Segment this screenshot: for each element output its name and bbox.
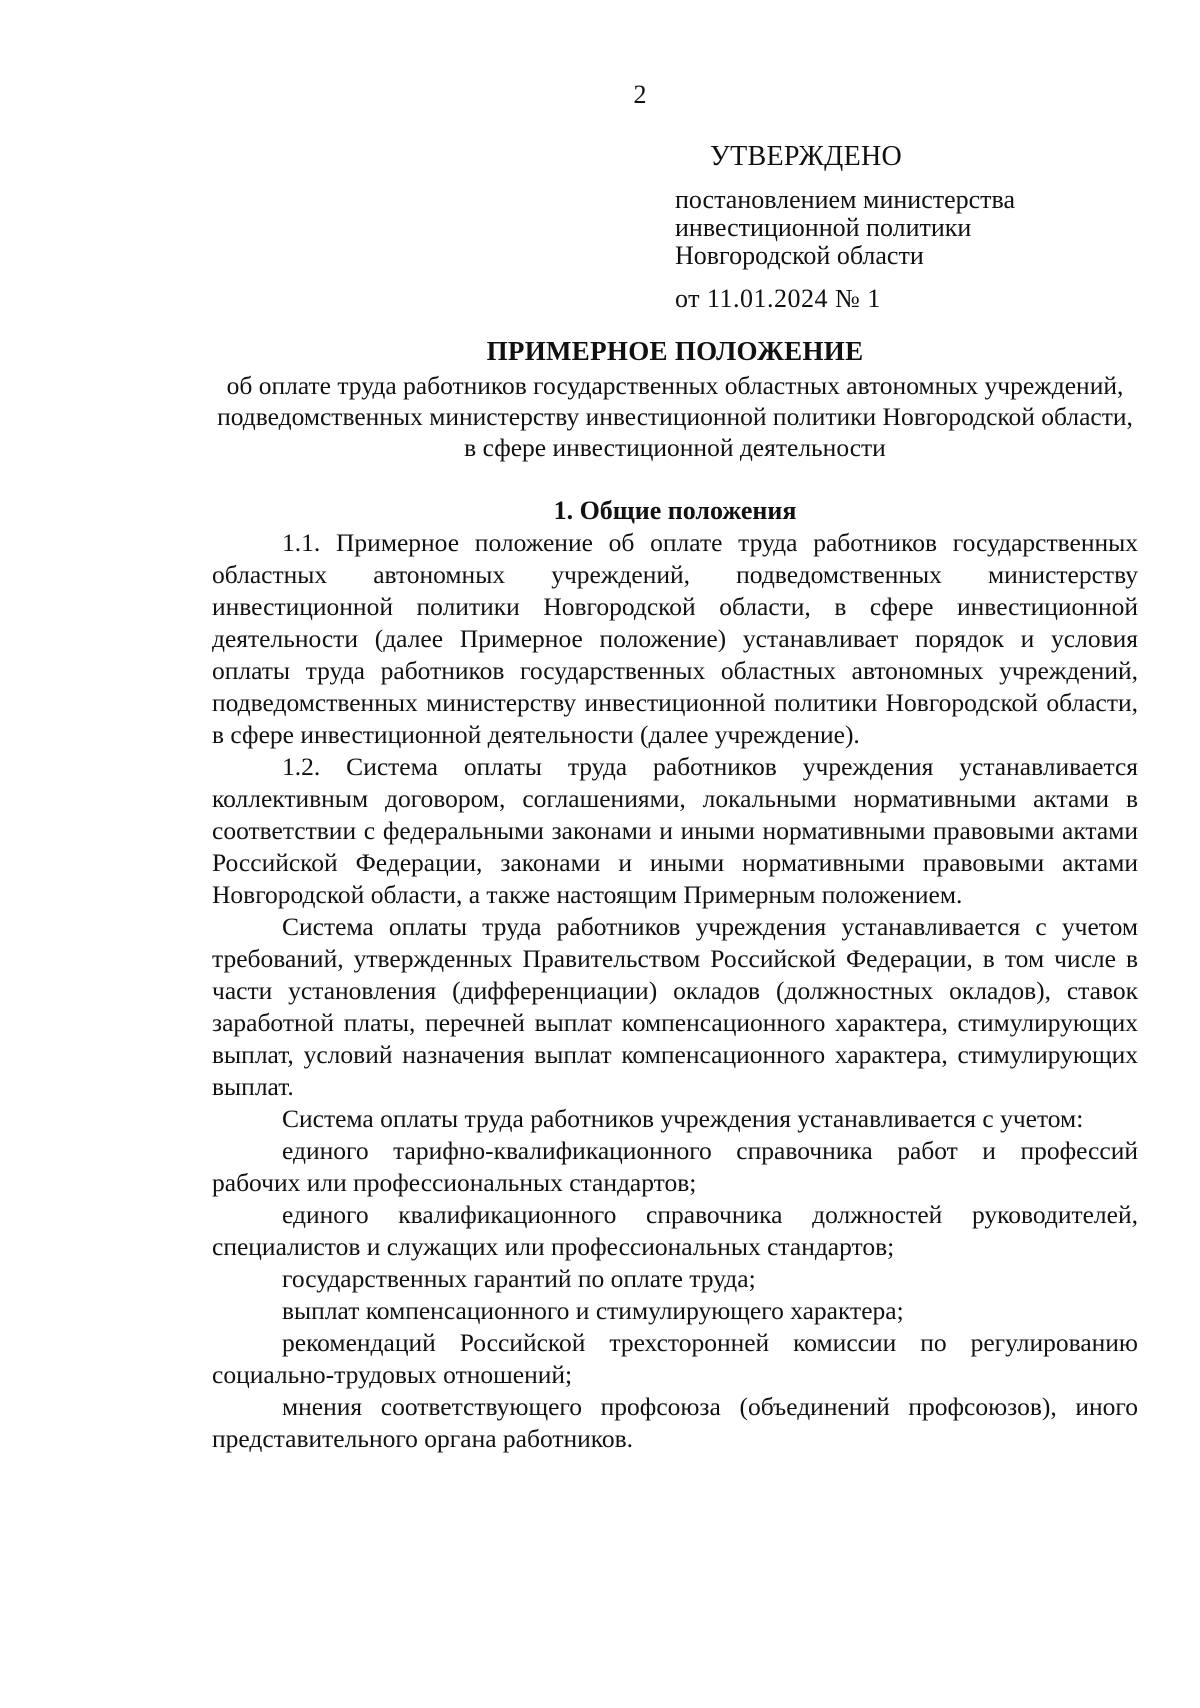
list-item: единого тарифно-квалификационного справочника работ и профессий рабочих или профессиональных стандартов;	[212, 1136, 1138, 1197]
approval-block	[675, 140, 1095, 314]
list-item: единого квалификационного справочника должностей руководителей, специалистов и служащих или профессиональных стандартов;	[212, 1200, 1138, 1261]
paragraph-1-1: 1.1. Примерное положение об оплате труда работников государственных областных автономных учреждений, подведомственных министерству инвестиционной политики Новгородской области, в сфере инвестиционной деятельности (далее Примерное положение) устанавливает порядок и условия оплаты труда работников государственных областных автономных учреждений, подведомственных министерству инвестиционной политики Новгородской области, в сфере инвестиционной деятельности (далее учреждение).	[212, 528, 1138, 749]
approval-date: от 11.01.2024 № 1	[675, 284, 881, 313]
list-item: выплат компенсационного и стимулирующего характера;	[282, 1296, 904, 1325]
document-title: ПРИМЕРНОЕ ПОЛОЖЕНИЕ	[486, 336, 864, 366]
paragraph: Система оплаты труда работников учреждения устанавливается с учетом:	[282, 1104, 1084, 1133]
approval-line-3: Новгородской области	[675, 241, 924, 270]
list-item: рекомендаций Российской трехсторонней комиссии по регулированию социально-трудовых отношений;	[212, 1328, 1138, 1389]
section-body	[212, 527, 1138, 1455]
paragraph: Система оплаты труда работников учреждения устанавливается с учетом требований, утвержденных Правительством Российской Федерации, в том числе в части установления (дифференциации) окладов (должностных окладов), ставок заработной платы, перечней выплат компенсационного характера, стимулирующих выплат, условий назначения выплат компенсационного характера, стимулирующих выплат.	[212, 912, 1138, 1101]
document-subtitle: об оплате труда работников государственных областных автономных учреждений, подведомственных министерству инвестиционной политики Новгородской области, в сфере инвестиционной деятельности	[217, 371, 1133, 462]
list-item: государственных гарантий по оплате труда;	[282, 1264, 756, 1293]
approval-line-2: инвестиционной политики	[675, 213, 972, 242]
list-item: мнения соответствующего профсоюза (объединений профсоюзов), иного представительного органа работников.	[212, 1392, 1138, 1453]
paragraph-1-2: 1.2. Система оплаты труда работников учреждения устанавливается коллективным договором, соглашениями, локальными нормативными актами в соответствии с федеральными законами и иными нормативными правовыми актами Российской Федерации, законами и иными нормативными правовыми актами Новгородской области, а также настоящим Примерным положением.	[212, 752, 1138, 909]
approval-line-1: постановлением министерства	[675, 185, 1016, 214]
section-heading: 1. Общие положения	[553, 496, 797, 525]
approval-title: УТВЕРЖДЕНО	[710, 141, 903, 172]
page-number: 2	[633, 80, 647, 109]
